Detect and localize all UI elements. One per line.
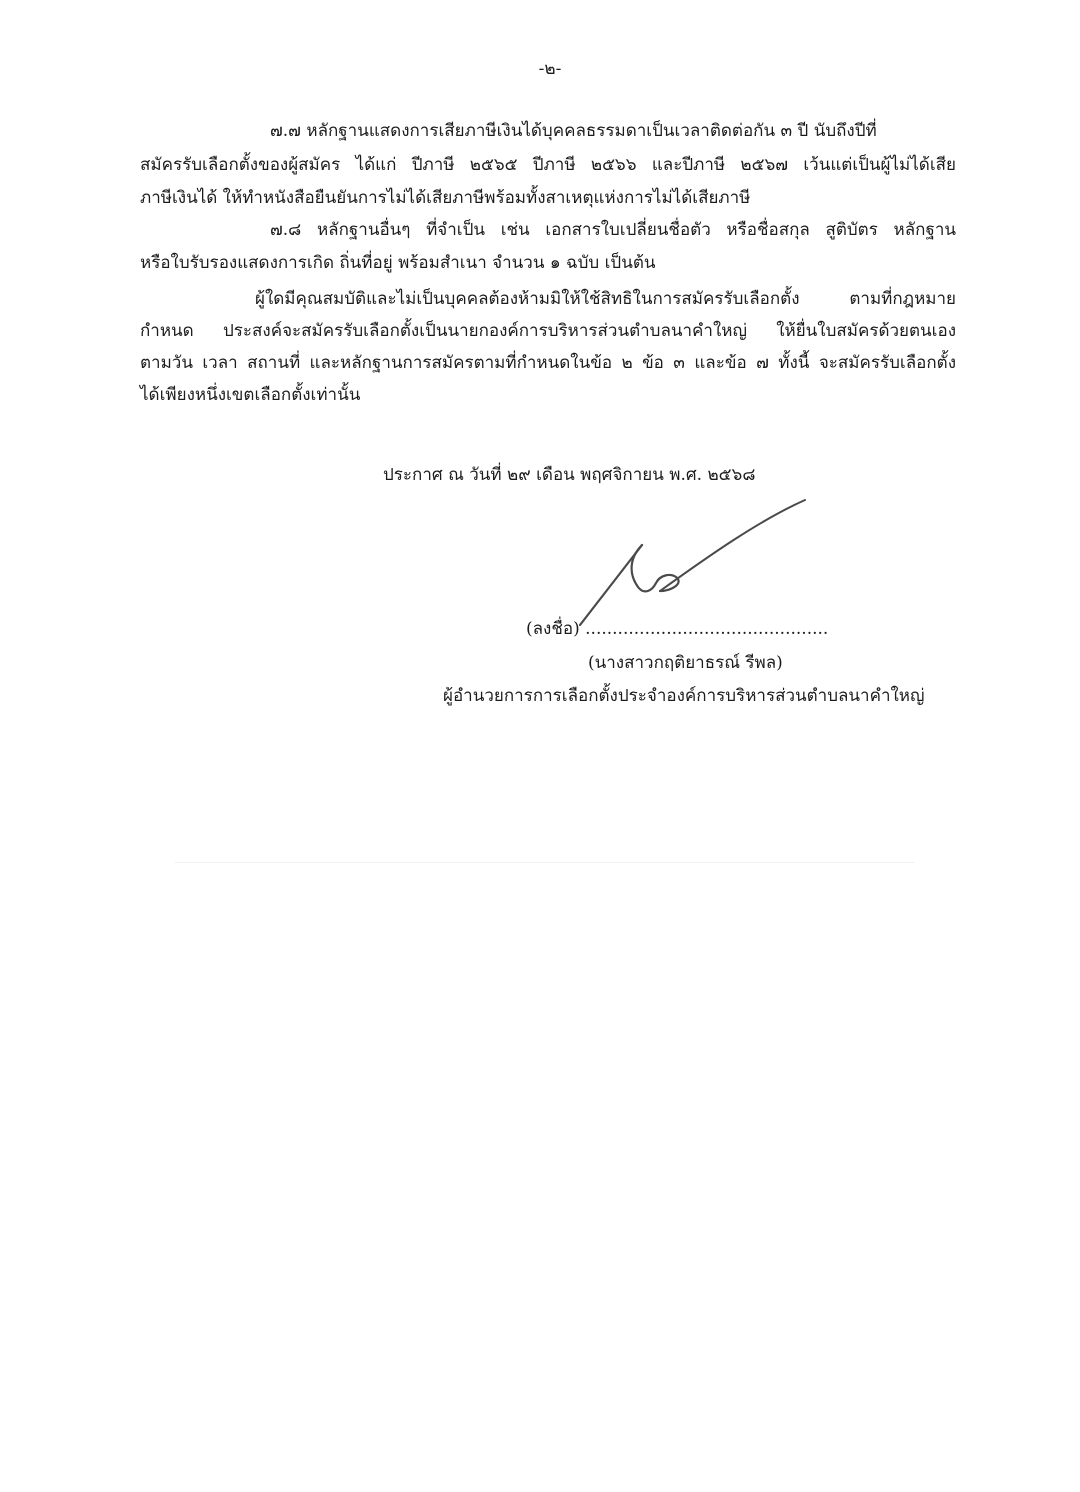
closing-line-2: กำหนด ประสงค์จะสมัครรับเลือกตั้งเป็นนายกองค์การบริหารส่วนตำบลนาคำใหญ่ ให้ยื่นใบสมัครด้วยตนเอง bbox=[140, 321, 956, 341]
announcement-date: ประกาศ ณ วันที่ ๒๙ เดือน พฤศจิกายน พ.ศ. ๒๕๖๘ bbox=[383, 465, 756, 485]
item-78-line-2: หรือใบรับรองแสดงการเกิด ถิ่นที่อยู่ พร้อมสำเนา จำนวน ๑ ฉบับ เป็นต้น bbox=[140, 253, 656, 273]
closing-line-4: ได้เพียงหนึ่งเขตเลือกตั้งเท่านั้น bbox=[140, 385, 361, 405]
item-78-line-1: ๗.๘ หลักฐานอื่นๆ ที่จำเป็น เช่น เอกสารใบเปลี่ยนชื่อตัว หรือชื่อสกุล สูติบัตร หลักฐาน bbox=[270, 220, 956, 240]
item-77-line-3: ภาษีเงินได้ ให้ทำหนังสือยืนยันการไม่ได้เสียภาษีพร้อมทั้งสาเหตุแห่งการไม่ได้เสียภาษี bbox=[140, 188, 751, 208]
page-number: -๒- bbox=[538, 59, 562, 79]
signer-name: (นางสาวกฤติยาธรณ์ รีพล) bbox=[588, 653, 783, 673]
signer-title: ผู้อำนวยการการเลือกตั้งประจำองค์การบริหารส่วนตำบลนาคำใหญ่ bbox=[443, 686, 925, 706]
item-77-line-1: ๗.๗ หลักฐานแสดงการเสียภาษีเงินได้บุคคลธรรมดาเป็นเวลาติดต่อกัน ๓ ปี นับถึงปีที่ bbox=[270, 121, 877, 141]
handwritten-signature bbox=[560, 495, 820, 635]
scan-artifact-line bbox=[175, 862, 915, 863]
closing-line-1: ผู้ใดมีคุณสมบัติและไม่เป็นบุคคลต้องห้ามมิให้ใช้สิทธิในการสมัครรับเลือกตั้ง ตามที่กฎหมาย bbox=[255, 289, 956, 309]
signature-line: (ลงชื่อ) ............................................. bbox=[526, 619, 829, 639]
closing-line-3: ตามวัน เวลา สถานที่ และหลักฐานการสมัครตามที่กำหนดในข้อ ๒ ข้อ ๓ และข้อ ๗ ทั้งนี้ จะสมัครรับเลือกตั้ง bbox=[140, 353, 956, 373]
item-77-line-2: สมัครรับเลือกตั้งของผู้สมัคร ได้แก่ ปีภาษี ๒๕๖๕ ปีภาษี ๒๕๖๖ และปีภาษี ๒๕๖๗ เว้นแต่เป็นผู้ไม่ได้เสีย bbox=[140, 155, 956, 175]
